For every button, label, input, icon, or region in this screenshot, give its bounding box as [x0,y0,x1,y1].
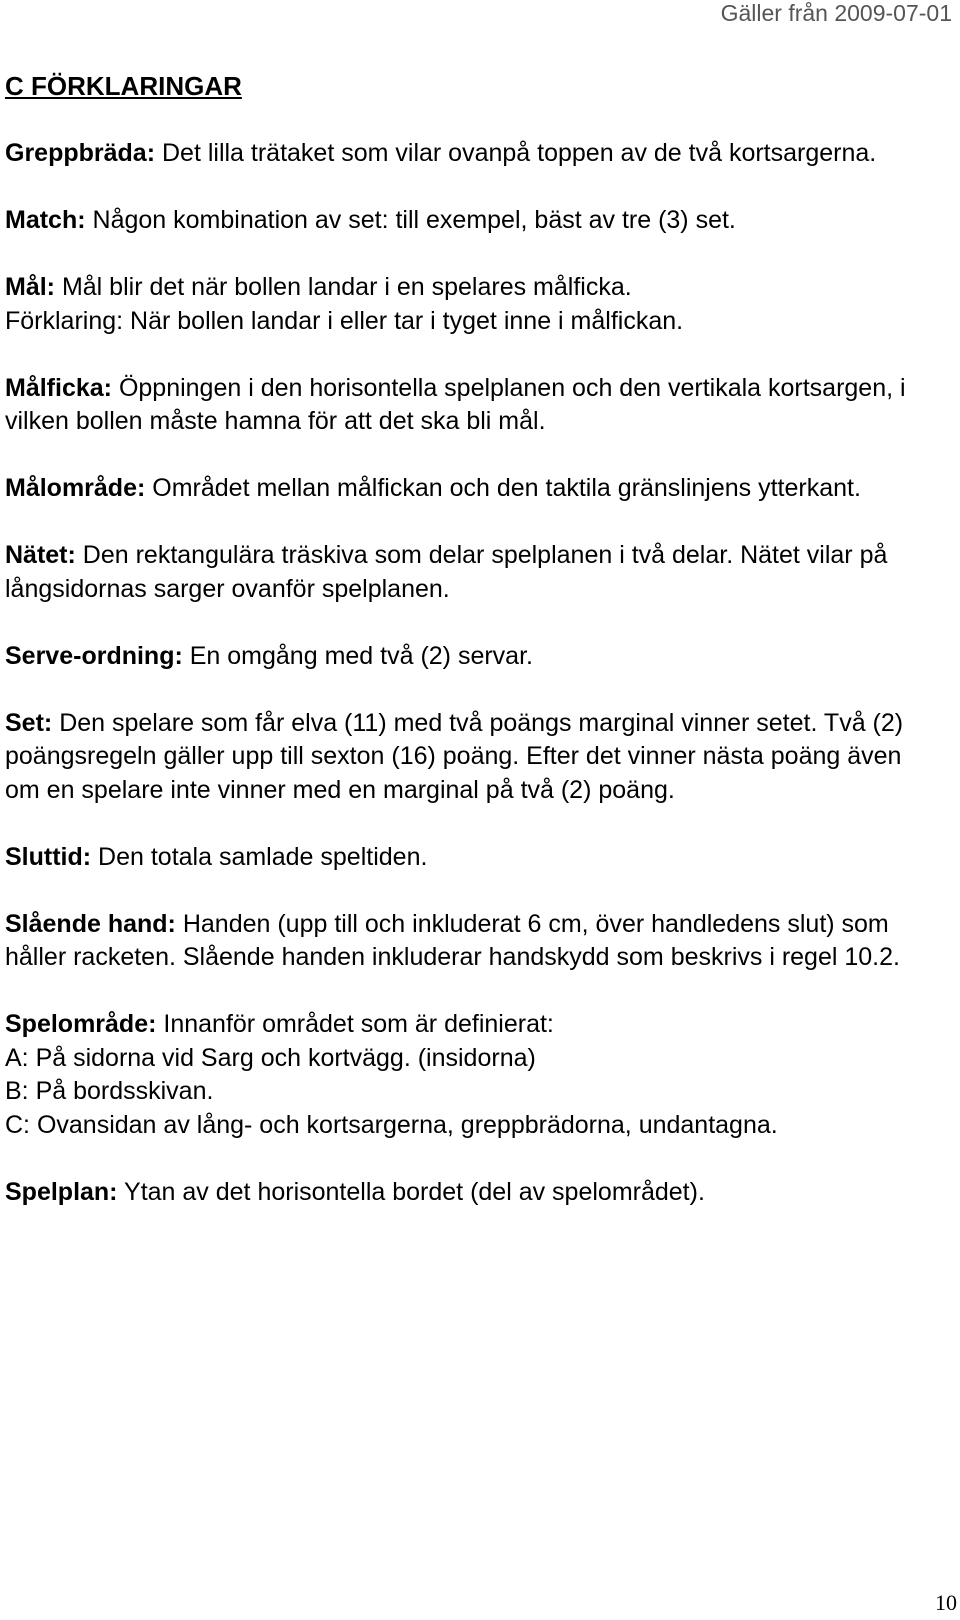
definition-subitem: A: På sidorna vid Sarg och kortvägg. (insidorna) [5,1043,536,1072]
definition-extra: Förklaring: När bollen landar i eller tar i tyget inne i målfickan. [5,306,684,335]
definition-entry [5,137,940,171]
definition-entry [5,707,940,808]
definition-term: Sluttid: [5,842,92,871]
definition-text: Det lilla trätaket som vilar ovanpå toppen av de två kortsargerna. [161,139,877,167]
definition-term: Målficka: [5,373,112,402]
definition-text: Den spelare som får elva (11) med två poängs marginal vinner setet. Två (2) poängsregeln gäller upp till sexton (16) poäng. Efter det vinner nästa poäng även om en spelare inte vinner med en marginal på två (2) poäng. [5,708,904,804]
definition-entry [5,908,940,975]
header-date: Gäller från 2009-07-01 [720,0,952,26]
definition-text: Området mellan målfickan och den taktila gränslinjens ytterkant. [152,474,861,502]
definition-entry [5,204,940,238]
definition-text: Innanför området som är definierat: [163,1010,554,1038]
definition-term: Serve-ordning: [5,641,183,670]
definition-subitem: C: Ovansidan av lång- och kortsargerna, greppbrädorna, undantagna. [5,1110,778,1139]
definition-entry [5,472,940,506]
definition-entry [5,372,940,439]
definition-term: Set: [5,708,53,737]
definition-text: Öppningen i den horisontella spelplanen och den vertikala kortsargen, i vilken bollen måste hamna för att det ska bli mål. [5,373,906,435]
definition-text: Någon kombination av set: till exempel, bäst av tre (3) set. [92,206,736,234]
definition-entry [5,1008,940,1142]
definition-entry [5,271,940,338]
definition-term: Match: [5,206,86,234]
definition-term: Mål: [5,273,55,301]
definition-entry [5,841,940,875]
definition-term: Målområde: [5,474,146,502]
definition-subitem: B: På bordsskivan. [5,1077,214,1105]
definition-term: Greppbräda: [5,139,156,167]
definition-term: Nätet: [5,541,76,569]
definition-text: Den totala samlade speltiden. [98,842,428,871]
definition-text: Ytan av det horisontella bordet (del av spelområdet). [124,1177,705,1206]
definition-term: Spelområde: [5,1010,157,1038]
definitions-list [5,137,940,1243]
definition-text: Mål blir det när bollen landar i en spelares målficka. [61,273,632,301]
definition-text: Handen (upp till och inkluderat 6 cm, över handledens slut) som håller racketen. Slående handen inkluderar handskydd som beskrivs i regel 10.2. [5,909,900,971]
section-title: C FÖRKLARINGAR [5,71,242,101]
definition-text: En omgång med två (2) servar. [189,641,533,670]
definition-term: Slående hand: [5,909,176,938]
definition-entry [5,539,940,606]
definition-entry [5,1176,940,1210]
definition-entry [5,640,940,674]
definition-term: Spelplan: [5,1177,118,1206]
page-number: 10 [935,1590,957,1615]
definition-text: Den rektangulära träskiva som delar spelplanen i två delar. Nätet vilar på långsidornas sarger ovanför spelplanen. [5,541,888,603]
